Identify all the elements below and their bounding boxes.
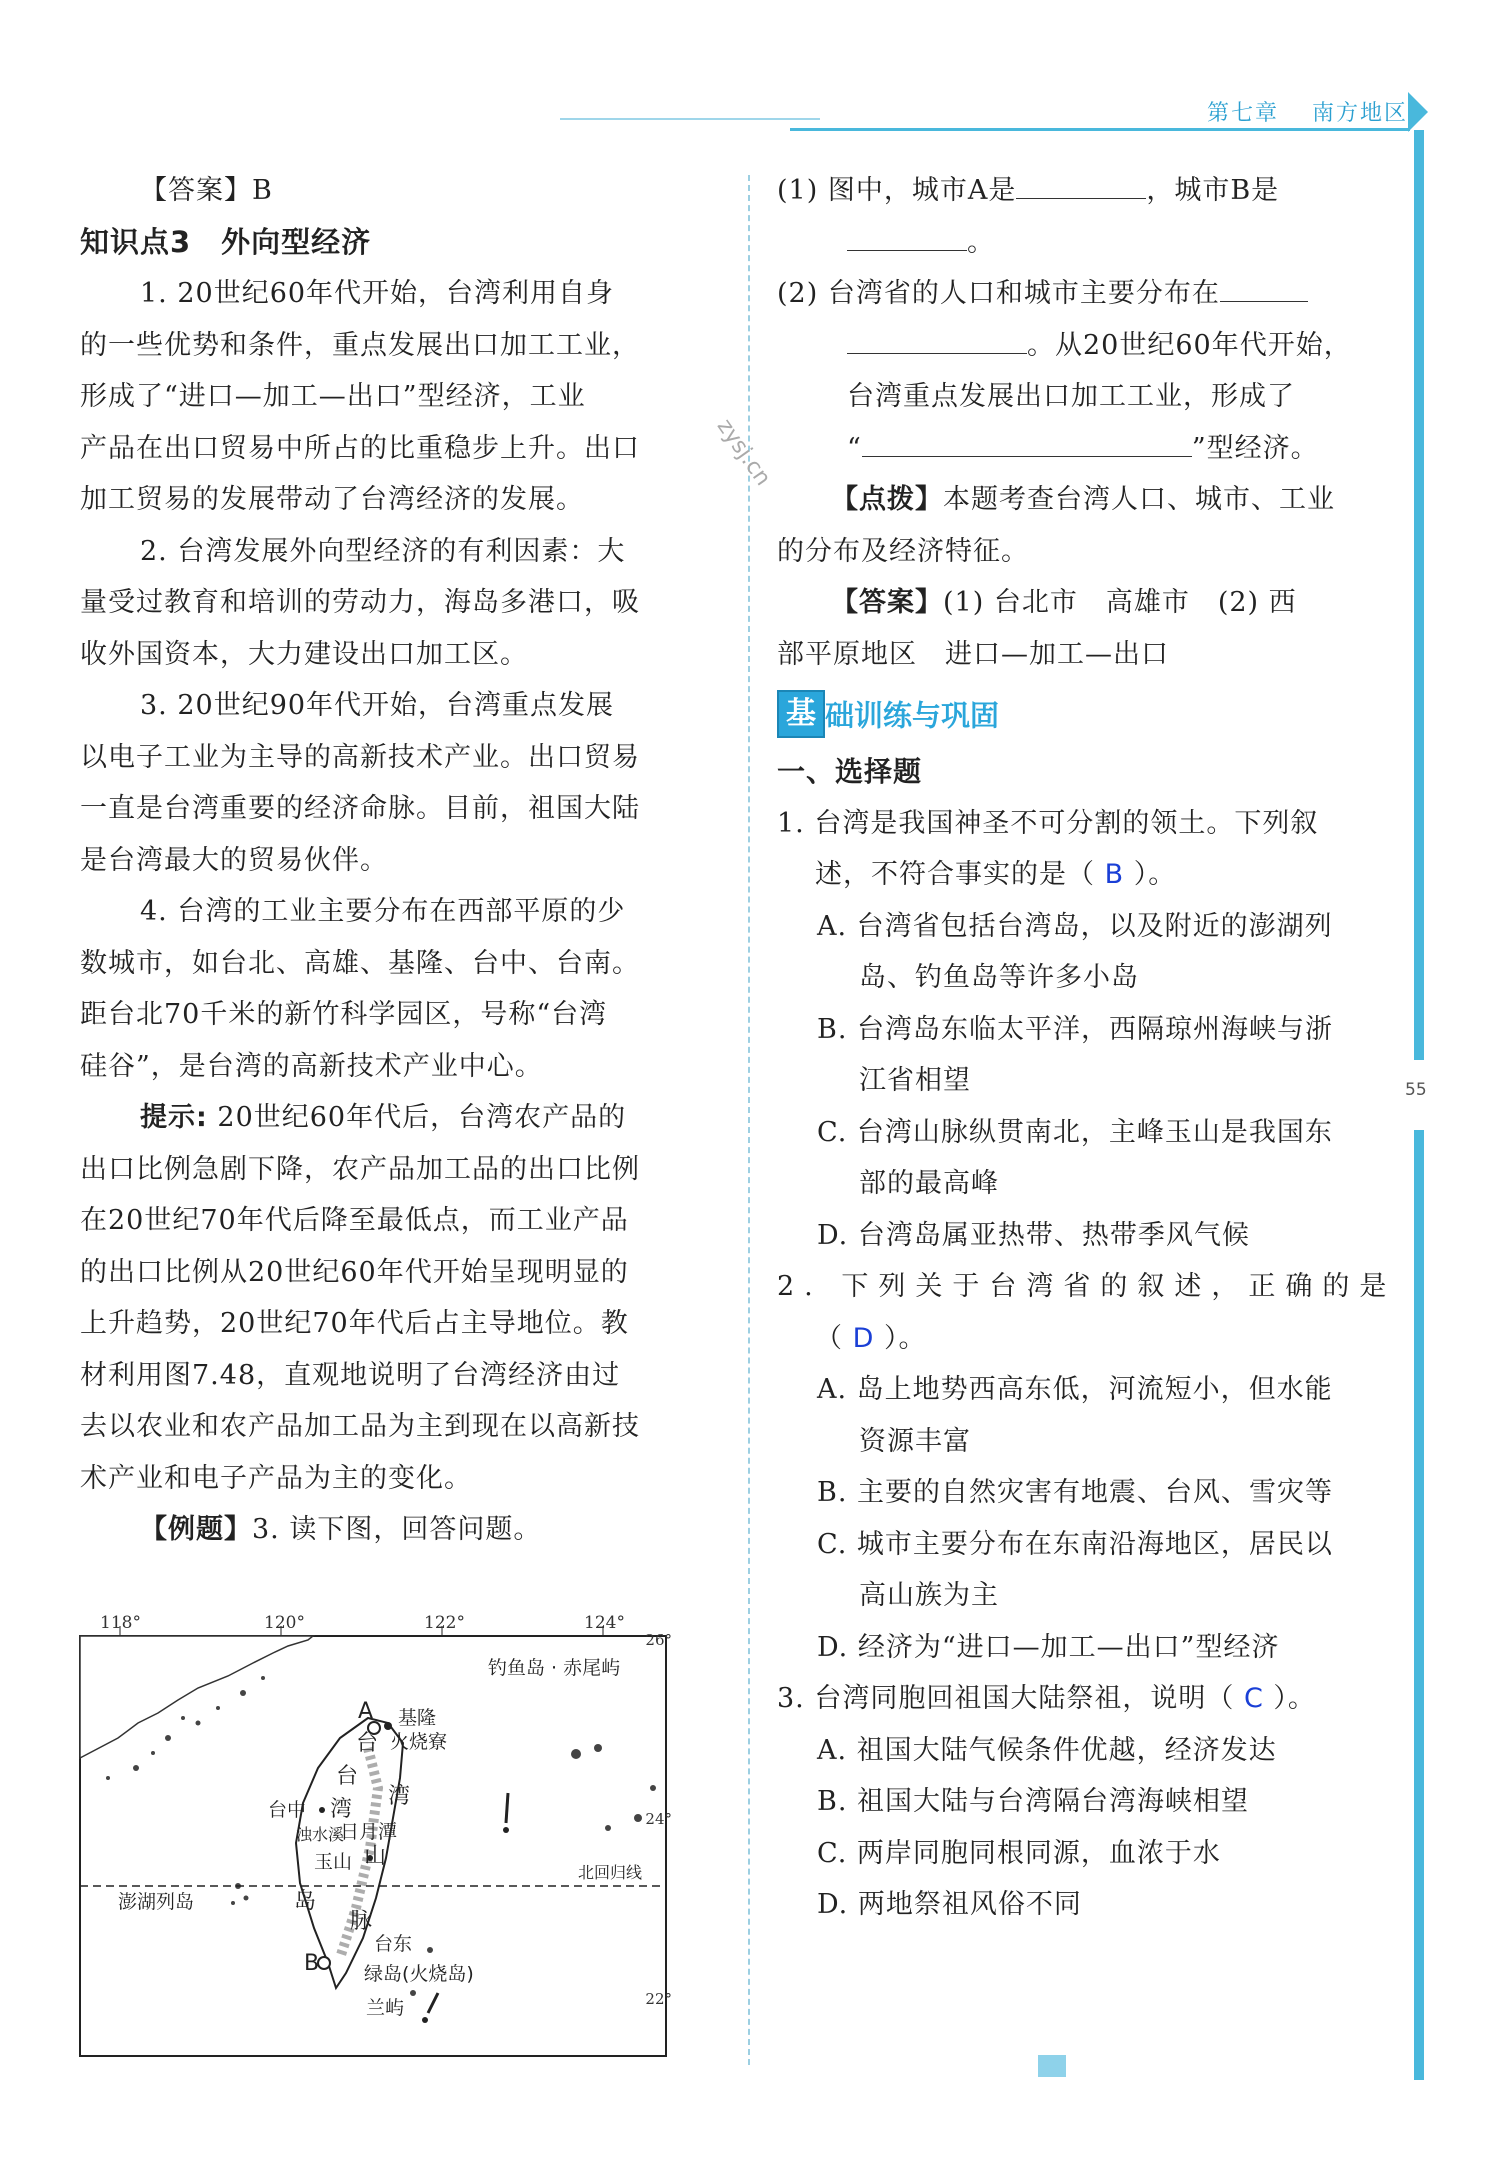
option-d[interactable]: D. 台湾岛属亚热带、热带季风气候 — [817, 1219, 1250, 1251]
text-line: 材利用图7.48，直观地说明了台湾经济由过 — [80, 1359, 621, 1391]
text-segment: 3. 台湾同胞回祖国大陆祭祖，说明（ — [777, 1683, 1235, 1714]
margin-bar-bottom — [1414, 1130, 1424, 2080]
text-line: 4. 台湾的工业主要分布在西部平原的少 — [140, 896, 626, 927]
hint-line — [777, 474, 1402, 526]
text-line: 20世纪60年代后，台湾农产品的 — [207, 1102, 627, 1133]
taiwan-map — [78, 1613, 672, 2058]
option-d[interactable]: D. 两地祭祖风俗不同 — [817, 1889, 1082, 1920]
paragraph-1 — [80, 268, 702, 526]
answer-label: 【答案】 — [831, 587, 943, 618]
option-a-cont: 岛、钓鱼岛等许多小岛 — [859, 962, 1139, 993]
text-line: 术产业和电子产品为主的变化。 — [80, 1462, 472, 1494]
label-tai1: 台 — [356, 1731, 379, 1756]
text-segment: 。从20世纪60年代开始， — [1027, 329, 1352, 361]
label-tropic: 北回归线 — [578, 1863, 643, 1882]
previous-answer: 【答案】B — [140, 175, 273, 206]
left-column — [80, 165, 702, 1556]
text-segment: ）。 — [1273, 1683, 1316, 1714]
section-title: 础训练与巩固 — [825, 698, 1000, 733]
lon-label-120: 120° — [264, 1613, 305, 1633]
text-segment: ）。 — [1133, 859, 1177, 890]
lat-label-22: 22° — [645, 1990, 672, 2008]
stem-line — [777, 1673, 1402, 1725]
question-part-2-end — [777, 423, 1402, 475]
text-line: 1. 20世纪60年代开始，台湾利用自身 — [140, 278, 615, 309]
label-lvdao: 绿岛(火烧岛) — [364, 1963, 474, 1985]
answer-blank[interactable] — [1220, 273, 1308, 302]
text-line: 去以农业和农产品加工品为主到现在以高新技 — [80, 1411, 640, 1442]
stem-line — [777, 1313, 1402, 1365]
label-taiwan-tai: 台 — [336, 1764, 359, 1789]
question-3 — [777, 1673, 1402, 1931]
option-a[interactable]: A. 祖国大陆气候条件优越，经济发达 — [817, 1734, 1277, 1766]
label-a: A — [358, 1699, 374, 1724]
answer-choice: B — [1104, 859, 1125, 890]
answer-blank[interactable] — [847, 222, 967, 251]
label-dao: 岛 — [294, 1889, 317, 1914]
right-column — [777, 165, 1402, 1931]
label-riyuetan: 日月潭 — [340, 1821, 398, 1843]
text-line: 3. 20世纪90年代开始，台湾重点发展 — [140, 690, 615, 721]
label-mai: 脉 — [350, 1909, 373, 1934]
city-b-marker — [318, 1957, 330, 1969]
text-line: 台湾重点发展出口加工工业，形成了 — [847, 381, 1295, 412]
answer-blank[interactable] — [862, 428, 1192, 457]
question-1 — [777, 798, 1402, 1262]
label-zhuoshuixi: 浊水溪 — [296, 1825, 345, 1844]
text-line: 的出口比例从20世纪60年代开始呈现明显的 — [80, 1256, 629, 1288]
label-huoshaoliao: 火烧寮 — [390, 1731, 448, 1753]
option-b[interactable]: B. 台湾岛东临太平洋，西隔琼州海峡与浙 — [817, 1013, 1334, 1045]
label-diaoyu: 钓鱼岛 · 赤尾屿 — [488, 1657, 621, 1679]
lat-label-26: 26° — [645, 1631, 672, 1649]
text-line: 产品在出口贸易中所占的比重稳步上升。出口 — [80, 432, 640, 464]
option-c-cont: 部的最高峰 — [859, 1168, 999, 1199]
running-header — [1207, 96, 1408, 127]
orchid-island-marker — [410, 1990, 416, 1996]
option-d[interactable]: D. 经济为“进口—加工—出口”型经济 — [817, 1631, 1280, 1663]
tip-label: 提示: — [140, 1102, 208, 1133]
page-number: 55 — [1405, 1080, 1427, 1100]
text-line: 数城市，如台北、高雄、基隆、台中、台南。 — [80, 947, 640, 979]
option-b[interactable]: B. 祖国大陆与台湾隔台湾海峡相望 — [817, 1786, 1250, 1817]
exclamation-dot-1 — [503, 1827, 509, 1833]
text-line: 出口比例急剧下降，农产品加工品的出口比例 — [80, 1153, 640, 1185]
text-segment: ”型经济。 — [1191, 432, 1319, 464]
label-shan: 山 — [364, 1844, 387, 1869]
knowledge-point-title: 知识点3 外向型经济 — [80, 224, 372, 259]
text-line: 收外国资本，大力建设出口加工区。 — [80, 638, 528, 670]
text-line: 2. 台湾发展外向型经济的有利因素：大 — [140, 535, 626, 567]
option-a[interactable]: A. 台湾省包括台湾岛，以及附近的澎湖列 — [817, 910, 1333, 942]
lon-label-118: 118° — [100, 1613, 141, 1633]
option-b-cont: 江省相望 — [859, 1065, 971, 1096]
text-line: 加工贸易的发展带动了台湾经济的发展。 — [80, 484, 584, 515]
question-part-2-cont — [777, 320, 1402, 372]
text-line: 1. 台湾是我国神圣不可分割的领土。下列叙 — [777, 807, 1319, 839]
diaoyu-island-marker — [571, 1749, 581, 1759]
text-line: 距台北70千米的新竹科学园区，号称“台湾 — [80, 999, 608, 1030]
section-icon: 基 — [777, 690, 825, 738]
answer-blank[interactable] — [1016, 170, 1146, 199]
text-line: 在20世纪70年代后降至最低点，而工业产品 — [80, 1205, 629, 1236]
option-b[interactable]: B. 主要的自然灾害有地震、台风、雪灾等 — [817, 1477, 1334, 1508]
text-segment: 。 — [967, 226, 995, 258]
text-line: 是台湾最大的贸易伙伴。 — [80, 844, 388, 876]
example-text: 3. 读下图，回答问题。 — [252, 1514, 542, 1545]
tip-paragraph — [80, 1092, 702, 1504]
region-label: 南方地区 — [1311, 101, 1408, 126]
label-taizhong: 台中 — [268, 1799, 307, 1821]
example-heading — [80, 1504, 702, 1556]
chiwei-island-marker — [594, 1744, 602, 1752]
option-c[interactable]: C. 台湾山脉纵贯南北，主峰玉山是我国东 — [817, 1116, 1333, 1148]
section-header — [777, 690, 1402, 746]
label-wan1: 湾 — [330, 1797, 353, 1822]
exclamation-dot-2 — [422, 2017, 428, 2023]
map-svg — [78, 1613, 672, 2058]
bottom-mark — [1038, 2055, 1066, 2077]
label-b: B — [304, 1951, 320, 1976]
margin-bar-top — [1414, 130, 1424, 1060]
green-island-marker — [427, 1947, 433, 1953]
question-part-1 — [777, 165, 1402, 217]
text-line: 硅谷”，是台湾的高新技术产业中心。 — [80, 1050, 543, 1082]
label-jilong: 基隆 — [398, 1707, 437, 1729]
text-segment: ，城市B是 — [1146, 175, 1280, 206]
stem-line — [777, 849, 1402, 901]
option-c[interactable]: C. 城市主要分布在东南沿海地区，居民以 — [817, 1528, 1333, 1560]
option-c[interactable]: C. 两岸同胞同根同源，血浓于水 — [817, 1837, 1221, 1869]
paragraph-4 — [80, 886, 702, 1092]
text-line: 的分布及经济特征。 — [777, 535, 1029, 567]
text-segment: (1) 图中，城市A是 — [777, 175, 1017, 206]
text-line: 的一些优势和条件，重点发展出口加工工业， — [80, 329, 640, 361]
label-penghu: 澎湖列岛 — [118, 1891, 195, 1913]
text-segment: （ — [815, 1322, 843, 1354]
text-line: 量受过教育和培训的劳动力，海岛多港口，吸 — [80, 587, 640, 618]
hint-label: 【点拨】 — [831, 484, 943, 515]
taizhong-marker — [319, 1807, 325, 1813]
subsection-title: 一、选择题 — [777, 755, 923, 788]
text-segment: 述，不符合事实的是（ — [815, 859, 1095, 890]
option-c-cont: 高山族为主 — [859, 1580, 999, 1611]
label-wan2: 湾 — [388, 1784, 411, 1809]
option-a[interactable]: A. 岛上地势西高东低，河流短小，但水能 — [817, 1374, 1333, 1405]
lon-label-124: 124° — [584, 1613, 625, 1633]
answer-choice: C — [1243, 1683, 1264, 1714]
option-a-cont: 资源丰富 — [859, 1425, 971, 1457]
text-line: 部平原地区 进口—加工—出口 — [777, 638, 1169, 670]
question-part-1-cont — [777, 217, 1402, 269]
answer-line — [777, 577, 1402, 629]
header-rule — [790, 128, 1410, 131]
answer-choice: D — [852, 1322, 875, 1354]
chapter-label: 第七章 — [1206, 101, 1279, 126]
text-line: 一直是台湾重要的经济命脉。目前，祖国大陆 — [80, 793, 640, 824]
lon-label-122: 122° — [424, 1613, 465, 1633]
text-segment: (2) 台湾省的人口和城市主要分布在 — [777, 278, 1220, 309]
text-line: 形成了“进口—加工—出口”型经济，工业 — [80, 381, 586, 412]
text-segment: 本题考查台湾人口、城市、工业 — [943, 484, 1335, 515]
example-label: 【例题】 — [140, 1514, 252, 1545]
paragraph-2 — [80, 526, 702, 681]
label-taidong: 台东 — [374, 1933, 413, 1955]
header-rule-thin — [560, 118, 820, 120]
header-arrow-icon — [1408, 92, 1428, 132]
exclamation-mark-1 — [506, 1793, 508, 1823]
question-part-2 — [777, 268, 1402, 320]
text-segment: (1) 台北市 高雄市 (2) 西 — [943, 587, 1297, 618]
lat-label-24: 24° — [645, 1810, 672, 1828]
label-lanyu: 兰屿 — [366, 1997, 405, 2019]
label-yushan: 玉山 — [314, 1851, 353, 1873]
watermark: zysj.cn — [711, 414, 776, 491]
paragraph-3 — [80, 680, 702, 886]
text-line: 以电子工业为主导的高新技术产业。出口贸易 — [80, 741, 640, 773]
question-2 — [777, 1261, 1402, 1673]
text-segment: ）。 — [883, 1322, 927, 1354]
answer-blank[interactable] — [847, 325, 1027, 354]
text-segment: “ — [847, 432, 862, 464]
jilong-marker — [384, 1722, 392, 1730]
text-line: 2. 下列关于台湾省的叙述，正确的是 — [777, 1271, 1397, 1302]
text-line: 上升趋势，20世纪70年代后占主导地位。教 — [80, 1308, 629, 1339]
